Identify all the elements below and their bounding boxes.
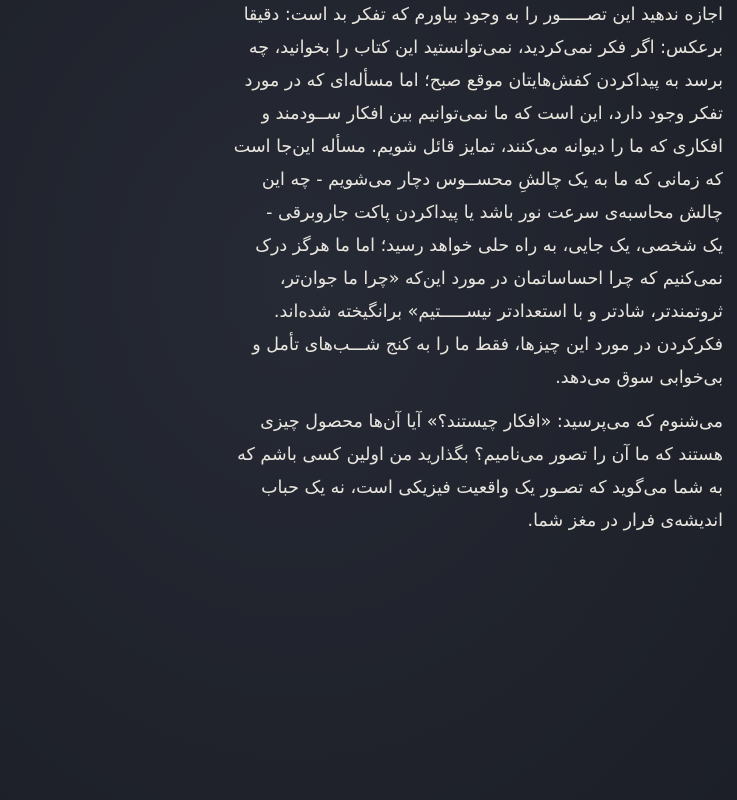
- text-line: تفکر وجود دارد، این است که ما نمی‌توانیم بین افکار ســودمند و: [261, 104, 723, 124]
- text-line: که زمانی که ما به یک چالشِ محســوس دچار می‌شویم - چه این: [261, 170, 723, 190]
- text-line: اجازه ندهید این تصـــــور را به وجود بیاورم که تفکر بد است: دقیقا: [243, 5, 723, 25]
- text-line: به شما می‌گوید که تصـور یک واقعیت فیزیکی است، نه یک حباب: [261, 478, 723, 498]
- text-line: فکرکردن در مورد این چیزها، فقط ما را به کنج شـــب‌های تأمل و: [252, 335, 723, 355]
- text-line: بی‌خوابی سوق می‌دهد.: [555, 368, 723, 388]
- text-line: افکاری که ما را دیوانه می‌کنند، تمایز قائل شویم. مسأله این‌جا است: [233, 137, 723, 157]
- text-line: ثروتمندتر، شادتر و با استعدادتر نیســـــتیم» برانگیخته شده‌اند.: [273, 302, 723, 322]
- text-line: می‌شنوم که می‌پرسید: «افکار چیستند؟» آیا آن‌ها محصول چیزی: [260, 412, 723, 432]
- text-line: چالش محاسبه‌ی سرعت نور باشد یا پیداکردن پاکت جاروبرقی -: [266, 203, 723, 223]
- text-line: برعکس: اگر فکر نمی‌کردید، نمی‌توانستید این کتاب را بخوانید، چه: [248, 38, 723, 58]
- text-line: نمی‌کنیم که چرا احساساتمان در مورد این‌که «چرا ما جوان‌تر،: [279, 269, 723, 289]
- text-line: هستند که ما آن را تصور می‌نامیم؟ بگذارید من اولین کسی باشم که: [237, 445, 723, 465]
- text-line: اندیشه‌ی فرار در مغز شما.: [527, 511, 723, 531]
- text-line: یک شخصی، یک جایی، به راه حلی خواهد رسید؛ اما ما هرگز درک: [255, 236, 723, 256]
- text-line: برسد به پیداکردن کفش‌هایتان موقع صبح؛ اما مسأله‌ای که در مورد: [244, 71, 723, 91]
